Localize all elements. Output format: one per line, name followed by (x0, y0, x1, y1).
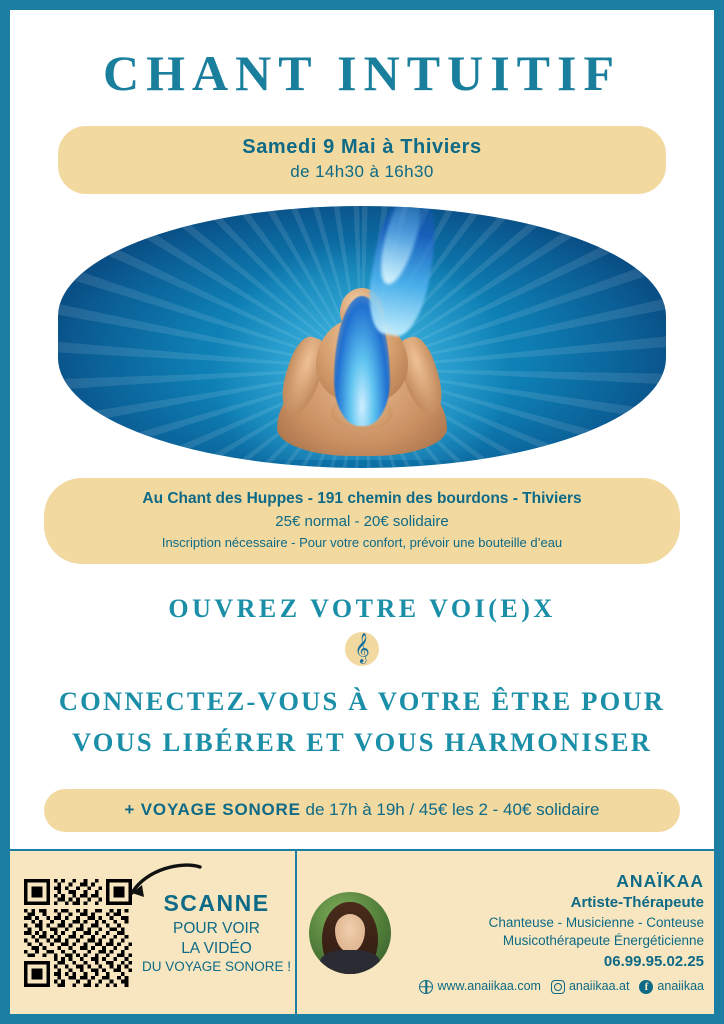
poster (10, 10, 714, 1014)
slogan-secondary-line1: CONNECTEZ-VOUS À VOTRE ÊTRE POUR (58, 686, 666, 716)
scan-line4: DU VOYAGE SONORE ! (142, 959, 292, 975)
avatar (309, 892, 391, 974)
treble-clef-glyph: 𝄞 (354, 633, 370, 664)
voyage-details: de 17h à 19h / 45€ les 2 - 40€ solidaire (300, 800, 600, 820)
date-band (58, 126, 666, 194)
voyage-label: + VOYAGE SONORE (124, 800, 301, 820)
footer-contact-section (297, 851, 714, 1014)
phone-number: 06.99.95.02.25 (603, 953, 704, 971)
artist-skills-1: Chanteuse - Musicienne - Conteuse (488, 914, 704, 930)
venue-price: 25€ normal - 20€ solidaire (275, 513, 449, 530)
event-time: de 14h30 à 16h30 (290, 162, 434, 181)
website-label: www.anaiikaa.com (437, 979, 541, 994)
scan-title: SCANNE (163, 890, 270, 917)
slogan-secondary-line2: VOUS LIBÉRER ET VOUS HARMONISER (71, 727, 653, 758)
qr-code-svg (24, 879, 132, 987)
globe-icon (419, 980, 433, 994)
hero-image-oval (58, 206, 666, 468)
scan-line3: LA VIDÉO (181, 939, 252, 957)
curved-arrow-icon (122, 863, 206, 903)
treble-clef-icon (345, 632, 379, 666)
scan-line2: POUR VOIR (173, 919, 260, 937)
voyage-band (44, 789, 680, 832)
qr-code[interactable] (24, 879, 132, 987)
hero-image (58, 206, 666, 468)
instagram-link[interactable] (551, 978, 629, 995)
event-date: Samedi 9 Mai à Thiviers (242, 136, 482, 158)
artist-name: ANAÏKAA (616, 870, 704, 891)
facebook-link[interactable] (639, 978, 704, 995)
facebook-icon: f (639, 980, 653, 994)
page-title: CHANT INTUITIF (103, 45, 621, 101)
contact-details (401, 870, 704, 995)
instagram-label: anaiikaa.at (568, 979, 630, 994)
footer (10, 849, 714, 1014)
slogan-secondary (10, 675, 714, 763)
facebook-label: anaiikaa (657, 979, 704, 994)
avatar-body (320, 950, 380, 974)
instagram-icon (551, 980, 565, 994)
artist-role: Artiste-Thérapeute (570, 894, 704, 912)
artist-skills-2: Musicothérapeute Énergéticienne (502, 932, 704, 948)
social-links (401, 972, 704, 995)
venue-note: Inscription nécessaire - Pour votre confort, prévoir une bouteille d’eau (161, 535, 563, 550)
meditating-figure (262, 286, 462, 456)
venue-address: Au Chant des Huppes - 191 chemin des bourdons - Thiviers (142, 490, 582, 507)
website-link[interactable] (419, 978, 541, 995)
music-divider (10, 624, 714, 675)
venue-band (44, 478, 680, 564)
slogan-primary: OUVREZ VOTRE VOI(E)X (168, 594, 556, 623)
footer-scan-section (10, 851, 297, 1014)
